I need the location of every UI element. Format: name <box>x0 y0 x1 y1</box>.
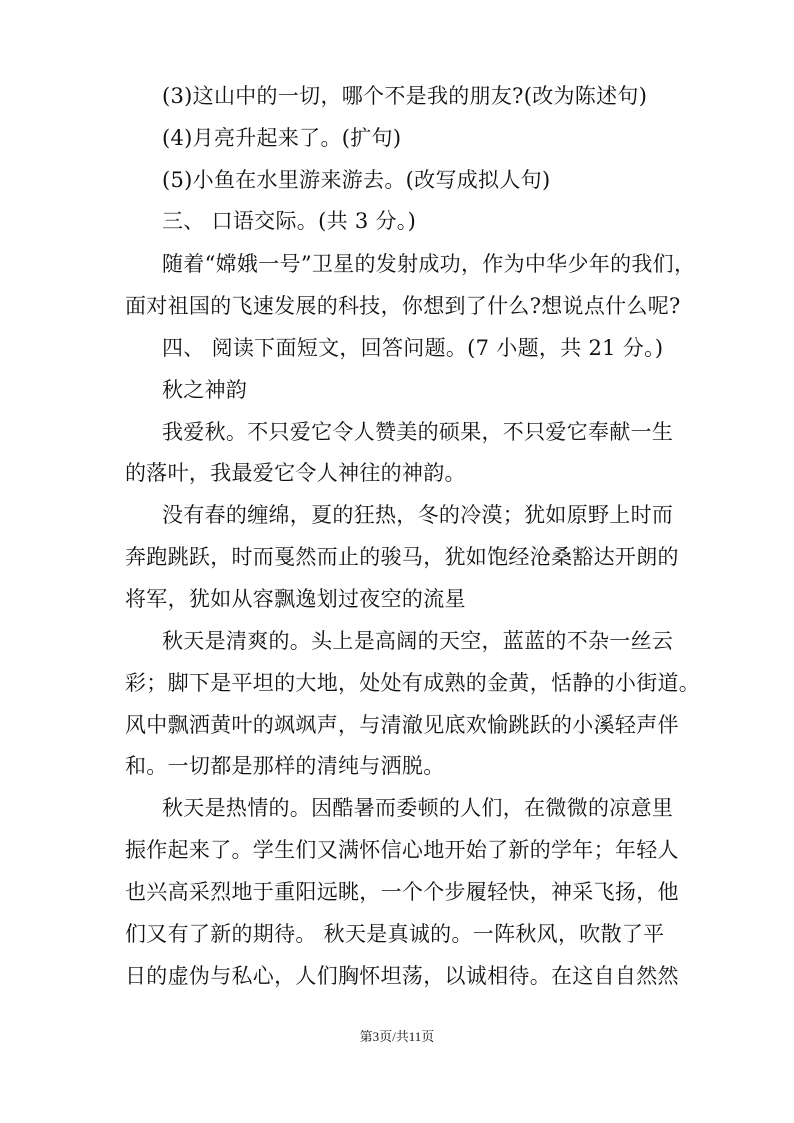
page-number: 第3页/共11页 <box>359 1029 435 1044</box>
section-3-heading: 三、 口语交际。(共 3 分。) <box>162 209 417 233</box>
paragraph-line: 风中飘洒黄叶的飒飒声，与清澈见底欢愉跳跃的小溪轻声伴 <box>125 713 679 737</box>
paragraph-line: 和。一切都是那样的清纯与洒脱。 <box>125 754 445 778</box>
paragraph-line: 彩；脚下是平坦的大地，处处有成熟的金黄，恬静的小街道。 <box>125 671 701 695</box>
paragraph-line: 秋天是清爽的。头上是高阔的天空，蓝蓝的不杂一丝云 <box>162 629 674 653</box>
paragraph-line: 奔跑跳跃，时而戛然而止的骏马，犹如饱经沧桑豁达开朗的 <box>125 545 679 569</box>
essay-title: 秋之神韵 <box>162 378 248 402</box>
paragraph-line: 振作起来了。学生们又满怀信心地开始了新的学年；年轻人 <box>125 838 679 862</box>
paragraph-line: 面对祖国的飞速发展的科技，你想到了什么?想说点什么呢? <box>125 294 681 318</box>
paragraph-line: 没有春的缠绵，夏的狂热，冬的冷漠；犹如原野上时而 <box>162 503 674 527</box>
paragraph-line: 也兴高采烈地于重阳远眺，一个个步履轻快，神采飞扬，他 <box>125 880 679 904</box>
section-4-heading: 四、 阅读下面短文，回答问题。(7 小题，共 21 分。) <box>162 336 664 360</box>
paragraph-line: 我爱秋。不只爱它令人赞美的硕果，不只爱它奉献一生 <box>162 420 674 444</box>
question-3: (3)这山中的一切，哪个不是我的朋友?(改为陈述句) <box>162 84 648 108</box>
paragraph-line: 随着“嫦娥一号”卫星的发射成功，作为中华少年的我们， <box>162 252 696 276</box>
paragraph-line: 的落叶，我最爱它令人神往的神韵。 <box>125 461 466 485</box>
question-4: (4)月亮升起来了。(扩句) <box>162 126 402 150</box>
question-5: (5)小鱼在水里游来游去。(改写成拟人句) <box>162 168 551 192</box>
paragraph-line: 日的虚伪与私心，人们胸怀坦荡，以诚相待。在这自自然然 <box>125 964 679 988</box>
paragraph-line: 们又有了新的期待。 秋天是真诚的。一阵秋风，吹散了平 <box>125 922 665 946</box>
paragraph-line: 将军，犹如从容飘逸划过夜空的流星 <box>125 587 466 611</box>
paragraph-line: 秋天是热情的。因酷暑而委顿的人们，在微微的凉意里 <box>162 796 674 820</box>
